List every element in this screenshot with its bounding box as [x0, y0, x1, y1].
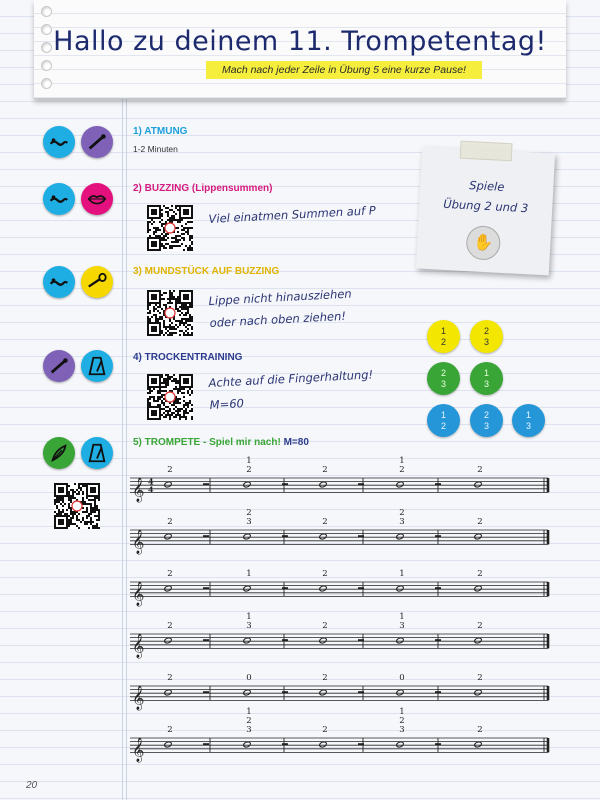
sticky-note	[416, 147, 555, 276]
half-rest	[282, 483, 288, 485]
fingering-number: 0	[246, 673, 252, 683]
handwritten-note	[208, 199, 376, 230]
half-rest	[282, 639, 288, 641]
fingering-circle	[427, 362, 460, 395]
fingering-number: 2	[167, 569, 173, 579]
handwritten-note	[208, 283, 353, 334]
valve-number: 1	[483, 367, 489, 378]
whole-note	[396, 741, 404, 748]
fingering-number: 2	[246, 508, 252, 518]
whole-note	[474, 585, 482, 592]
trumpet-icon	[81, 126, 113, 158]
half-rest	[203, 691, 209, 693]
fingering-number: 3	[246, 725, 252, 735]
fingering-number: 2	[399, 716, 405, 726]
fingering-number: 1	[246, 569, 252, 579]
section-title-text: 2) BUZZING (Lippensummen)	[133, 183, 273, 194]
breath-icon	[43, 126, 75, 158]
valve-number: 3	[483, 336, 489, 347]
fingering-number: 2	[322, 465, 328, 475]
half-rest	[358, 535, 364, 537]
fingering-circle	[427, 320, 460, 353]
page-title: Hallo zu deinem 11. Trompetentag!	[53, 26, 547, 57]
margin-line	[126, 96, 127, 800]
metronome-icon	[81, 437, 113, 469]
treble-clef-icon: 𝄞	[132, 737, 145, 762]
section-2-title	[133, 183, 272, 194]
fingering-number: 2	[477, 725, 483, 735]
half-rest	[358, 639, 364, 641]
fingering-circle	[427, 404, 460, 437]
half-rest	[358, 587, 364, 589]
valve-number: 3	[483, 420, 489, 431]
fingering-number: 1	[399, 612, 405, 622]
mouthpiece-icon	[81, 266, 113, 298]
time-signature-top: 4	[148, 476, 154, 487]
fingering-number: 3	[246, 621, 252, 631]
time-signature-bottom: 4	[148, 484, 154, 495]
fingering-number: 1	[399, 456, 405, 466]
fingering-number: 2	[322, 725, 328, 735]
whole-note	[396, 637, 404, 644]
valve-number: 2	[483, 325, 489, 336]
note-line: Lippe nicht hinausziehen	[208, 286, 353, 308]
fingering-number: 2	[246, 716, 252, 726]
subtitle-banner: Mach nach jeder Zeile in Übung 5 eine kurze Pause!	[206, 61, 482, 79]
fingering-number: 2	[477, 621, 483, 631]
header-notepad	[34, 0, 566, 99]
whole-note	[474, 637, 482, 644]
valve-number: 1	[525, 409, 531, 420]
whole-note	[396, 481, 404, 488]
fingering-number: 1	[399, 707, 405, 717]
fingering-number: 3	[246, 517, 252, 527]
half-rest	[282, 691, 288, 693]
section-title-text: 3) MUNDSTÜCK AUF BUZZING	[133, 266, 280, 277]
fingering-number: 2	[167, 517, 173, 527]
valve-number: 1	[440, 409, 446, 420]
half-rest	[435, 483, 441, 485]
sticky-line: Übung 2 und 3	[442, 196, 529, 216]
half-rest	[203, 535, 209, 537]
fingering-number: 2	[167, 465, 173, 475]
whole-note	[243, 689, 251, 696]
half-rest	[282, 743, 288, 745]
fingering-number: 2	[477, 517, 483, 527]
note-line: oder nach oben ziehen!	[209, 308, 347, 330]
treble-clef-icon: 𝄞	[132, 477, 145, 502]
valve-number: 2	[483, 409, 489, 420]
fingering-number: 1	[399, 569, 405, 579]
valve-number: 1	[440, 325, 446, 336]
metronome-icon	[81, 350, 113, 382]
fingering-number: 2	[167, 673, 173, 683]
binder-hole	[41, 6, 52, 17]
whole-note	[164, 637, 172, 644]
whole-note	[319, 741, 327, 748]
note-line: Viel einatmen Summen auf P	[208, 203, 377, 226]
margin-line	[122, 96, 123, 800]
qr-code[interactable]	[147, 290, 193, 336]
section-title-text: 1) ATMUNG	[133, 126, 188, 137]
fingering-circle	[470, 362, 503, 395]
fingering-number: 2	[322, 569, 328, 579]
half-rest	[282, 587, 288, 589]
fingering-number: 2	[322, 673, 328, 683]
half-rest	[203, 587, 209, 589]
fingering-number: 2	[167, 621, 173, 631]
qr-code[interactable]	[147, 374, 193, 420]
section-4-title	[133, 352, 242, 363]
treble-clef-icon: 𝄞	[132, 633, 145, 658]
valve-number: 2	[440, 336, 446, 347]
valve-number: 3	[525, 420, 531, 431]
whole-note	[243, 585, 251, 592]
whole-note	[243, 481, 251, 488]
valve-number: 2	[440, 367, 446, 378]
fingering-number: 3	[399, 517, 405, 527]
whole-note	[474, 741, 482, 748]
whole-note	[396, 689, 404, 696]
fingering-circle	[470, 404, 503, 437]
whole-note	[319, 533, 327, 540]
whole-note	[474, 689, 482, 696]
fingering-number: 2	[399, 508, 405, 518]
fingering-number: 2	[167, 725, 173, 735]
fingering-number: 2	[477, 673, 483, 683]
fingering-circle	[470, 320, 503, 353]
half-rest	[435, 535, 441, 537]
whole-note	[164, 533, 172, 540]
whole-note	[319, 689, 327, 696]
treble-clef-icon: 𝄞	[132, 581, 145, 606]
tape	[460, 141, 513, 162]
lips-icon	[81, 183, 113, 215]
hand-icon: ✋	[465, 225, 501, 261]
half-rest	[203, 483, 209, 485]
whole-note	[474, 481, 482, 488]
whole-note	[164, 689, 172, 696]
whole-note	[243, 533, 251, 540]
qr-code[interactable]	[54, 483, 100, 529]
sticky-text	[419, 173, 554, 220]
valve-number: 3	[483, 378, 489, 389]
fingering-number: 1	[246, 707, 252, 717]
whole-note	[164, 741, 172, 748]
tempo-marking: M=80	[283, 437, 309, 448]
whole-note	[396, 533, 404, 540]
fingering-number: 2	[322, 517, 328, 527]
whole-note	[474, 533, 482, 540]
binder-hole	[41, 78, 52, 89]
fingering-number: 2	[399, 465, 405, 475]
whole-note	[319, 481, 327, 488]
half-rest	[358, 691, 364, 693]
binder-hole	[41, 60, 52, 71]
section-1-detail: 1-2 Minuten	[133, 144, 178, 154]
treble-clef-icon: 𝄞	[132, 685, 145, 710]
whole-note	[243, 637, 251, 644]
fingering-circle	[512, 404, 545, 437]
valve-number: 2	[440, 420, 446, 431]
section-1-title	[133, 126, 187, 137]
whole-note	[243, 741, 251, 748]
whole-note	[164, 481, 172, 488]
fingering-number: 0	[399, 673, 405, 683]
page-number: 20	[26, 780, 38, 791]
fingering-number: 3	[399, 725, 405, 735]
section-title-text: 4) TROCKENTRAINING	[133, 352, 243, 363]
fingering-number: 2	[477, 569, 483, 579]
fingering-number: 1	[246, 456, 252, 466]
half-rest	[358, 483, 364, 485]
half-rest	[358, 743, 364, 745]
whole-note	[319, 637, 327, 644]
half-rest	[282, 535, 288, 537]
valve-number: 3	[440, 378, 446, 389]
note-line: M=60	[209, 396, 245, 412]
whole-note	[164, 585, 172, 592]
treble-clef-icon: 𝄞	[132, 529, 145, 554]
handwritten-note	[208, 363, 375, 416]
fingering-number: 2	[477, 465, 483, 475]
fingering-number: 2	[322, 621, 328, 631]
note-line: Achte auf die Fingerhaltung!	[208, 367, 374, 390]
feather-icon	[43, 437, 75, 469]
half-rest	[435, 587, 441, 589]
half-rest	[203, 743, 209, 745]
whole-note	[396, 585, 404, 592]
half-rest	[435, 691, 441, 693]
music-staves	[128, 448, 552, 778]
breath-icon	[43, 183, 75, 215]
fingering-number: 3	[399, 621, 405, 631]
section-title-text: 5) TROMPETE - Spiel mir nach!	[133, 437, 281, 448]
fingering-number: 1	[246, 612, 252, 622]
breath-icon	[43, 266, 75, 298]
section-5-title	[133, 437, 309, 448]
qr-code[interactable]	[147, 205, 193, 251]
half-rest	[435, 743, 441, 745]
section-3-title	[133, 266, 279, 277]
trumpet-icon	[43, 350, 75, 382]
fingering-number: 2	[246, 465, 252, 475]
whole-note	[319, 585, 327, 592]
sticky-line: Spiele	[468, 178, 505, 194]
half-rest	[435, 639, 441, 641]
half-rest	[203, 639, 209, 641]
